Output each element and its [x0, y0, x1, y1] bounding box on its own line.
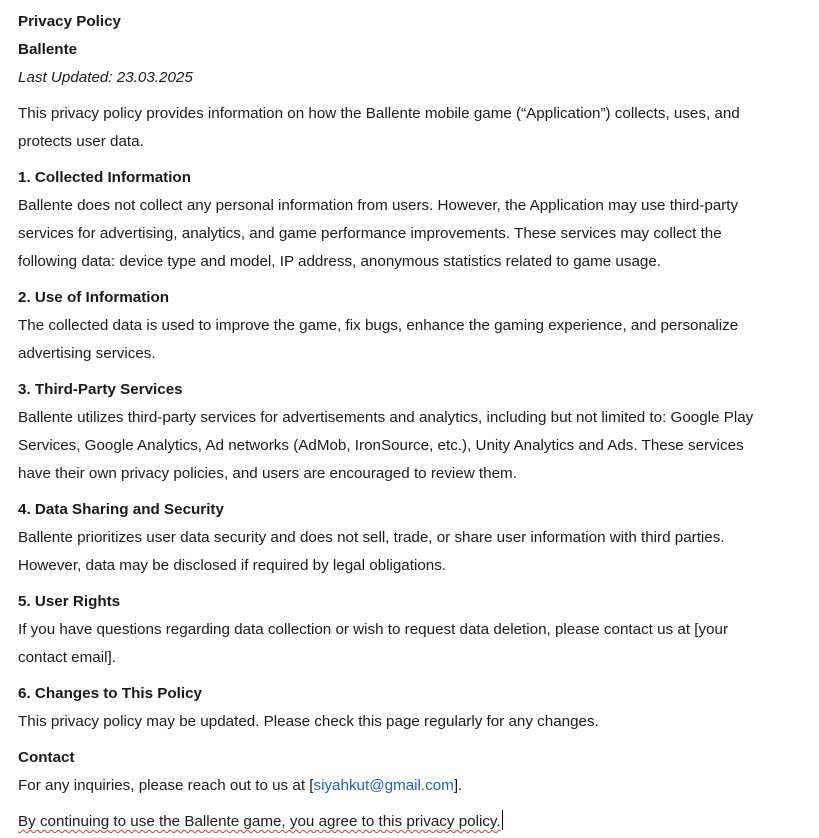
section-heading: 3. Third-Party Services: [18, 381, 183, 398]
section-line: Ballente does not collect any personal information from users. However, the Application may use third-party: [18, 197, 739, 214]
section-user-rights: [18, 588, 808, 672]
contact-line: [18, 772, 808, 800]
section-line: Services, Google Analytics, Ad networks (AdMob, IronSource, etc.), Unity Analytics and Ads. These services: [18, 437, 744, 454]
section-line: Ballente prioritizes user data security and does not sell, trade, or share user information with third parties.: [18, 529, 725, 546]
section-heading: 1. Collected Information: [18, 169, 191, 186]
section-use-of-information: [18, 284, 808, 368]
contact-prefix: For any inquiries, please reach out to us at [: [18, 777, 314, 794]
section-data-sharing-security: [18, 496, 808, 580]
section-line: following data: device type and model, IP address, anonymous statistics related to game usage.: [18, 253, 662, 270]
section-line: This privacy policy may be updated. Please check this page regularly for any changes.: [18, 713, 599, 730]
last-updated: Last Updated: 23.03.2025: [18, 69, 193, 86]
section-collected-information: [18, 164, 808, 276]
section-line: services for advertising, analytics, and game performance improvements. These services may collect the: [18, 225, 722, 242]
section-line: Ballente utilizes third-party services for advertisements and analytics, including but not limited to: Google Play: [18, 409, 754, 426]
closing-line: [18, 808, 808, 836]
section-line: have their own privacy policies, and users are encouraged to review them.: [18, 465, 517, 482]
intro-line: This privacy policy provides information on how the Ballente mobile game (“Application”) collects, uses, and: [18, 105, 740, 122]
section-third-party-services: [18, 376, 808, 488]
intro-line: protects user data.: [18, 133, 144, 150]
section-heading: 2. Use of Information: [18, 289, 170, 306]
contact-heading: Contact: [18, 749, 75, 766]
section-heading: 6. Changes to This Policy: [18, 685, 202, 702]
document-title: Privacy Policy: [18, 13, 122, 30]
section-line: If you have questions regarding data collection or wish to request data deletion, please contact us at [your: [18, 621, 729, 638]
contact-email-link[interactable]: siyahkut@gmail.com: [313, 777, 454, 794]
section-heading: 4. Data Sharing and Security: [18, 501, 224, 518]
section-contact: [18, 744, 808, 800]
section-line: contact email].: [18, 649, 116, 666]
app-name: Ballente: [18, 41, 78, 58]
closing-text: By continuing to use the Ballente game, you agree to this privacy policy.: [18, 813, 501, 830]
document-body[interactable]: [18, 8, 808, 836]
section-line: advertising services.: [18, 345, 156, 362]
section-changes-policy: [18, 680, 808, 736]
section-line: The collected data is used to improve the game, fix bugs, enhance the gaming experience, and personalize: [18, 317, 739, 334]
section-line: However, data may be disclosed if required by legal obligations.: [18, 557, 447, 574]
intro-paragraph: [18, 100, 808, 156]
section-heading: 5. User Rights: [18, 593, 121, 610]
text-caret: [502, 810, 503, 830]
contact-suffix: ].: [453, 777, 463, 794]
